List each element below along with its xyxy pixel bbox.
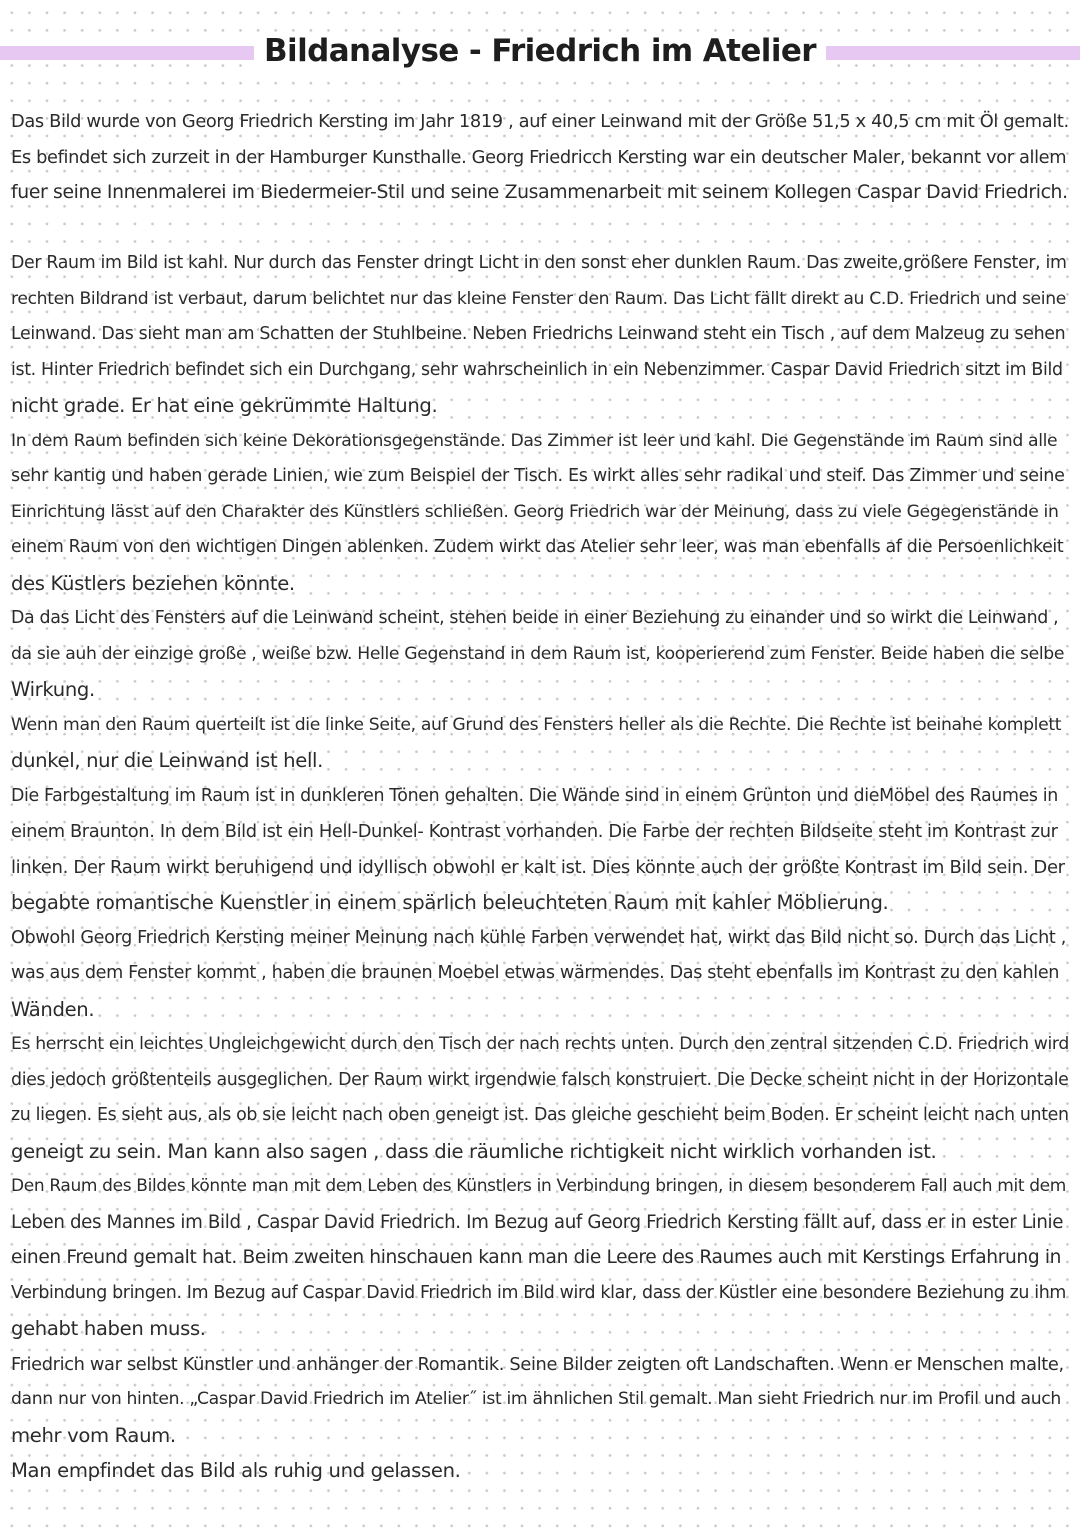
text-line: sehr kantig und haben gerade Linien, wie zum Beispiel der Tisch. Es wirkt alles sehr radikal und steif. Das Zimmer und seine (11, 466, 1065, 486)
text-line: In dem Raum befinden sich keine Dekorationsgegenstände. Das Zimmer ist leer und kahl. Die Gegenstände im Raum sind alle (11, 430, 1058, 451)
text-line: Friedrich war selbst Künstler und anhänger der Romantik. Seine Bilder zeigten oft Landschaften. Wenn er Menschen malte, (11, 1353, 1064, 1375)
paragraph-gap (11, 211, 1069, 247)
text-line: Den Raum des Bildes könnte man mit dem Leben des Künstlers in Verbindung bringen, in diesem besonderem Fall auch mit dem (11, 1176, 1066, 1196)
text-line: dunkel, nur die Leinwand ist hell. (11, 749, 324, 772)
text-line: Einrichtung lässt auf den Charakter des Künstlers schließen. Georg Friedrich war der Meinung, dass zu viele Gegegenstände in (11, 501, 1059, 522)
page-title-text: Bildanalyse - Friedrich im Atelier (254, 33, 826, 69)
text-line: Die Farbgestaltung im Raum ist in dunkleren Tönen gehalten. Die Wände sind in einem Grünton und dieMöbel des Raumes in (11, 785, 1058, 806)
text-line: nicht grade. Er hat eine gekrümmte Haltung. (11, 394, 438, 417)
text-line: dann nur von hinten. „Caspar David Friedrich im Atelier˝ ist im ähnlichen Stil gemalt. Man sieht Friedrich nur im Profil und auch (11, 1389, 1061, 1409)
text-line: einem Raum von den wichtigen Dingen ablenken. Zudem wirkt das Atelier sehr leer, was man ebenfalls af die Persoenlichkeit (11, 537, 1064, 557)
page-title (0, 30, 1080, 72)
document-body (11, 104, 1069, 1489)
text-line: geneigt zu sein. Man kann also sagen , dass die räumliche richtigkeit nicht wirklich vorhanden ist. (11, 1139, 937, 1163)
text-line: Es befindet sich zurzeit in der Hamburger Kunsthalle. Georg Friedricch Kersting war ein deutscher Maler, bekannt vor allem (11, 146, 1067, 168)
text-line: des Küstlers beziehen könnte. (11, 571, 295, 595)
text-line: Wenn man den Raum querteilt ist die linke Seite, auf Grund des Fensters heller als die Rechte. Die Rechte ist beinahe komplett (11, 714, 1062, 735)
text-line: Da das Licht des Fensters auf die Leinwand scheint, stehen beide in einer Beziehung zu einander und so wirkt die Leinwand , (11, 608, 1059, 628)
text-line: Leben des Mannes im Bild , Caspar David Friedrich. Im Bezug auf Georg Friedrich Kersting fällt auf, dass er in ester Linie (11, 1211, 1064, 1233)
text-line: Das Bild wurde von Georg Friedrich Kersting im Jahr 1819 , auf einer Leinwand mit der Größe 51,5 x 40,5 cm mit Öl gemalt. (11, 111, 1069, 132)
text-line: Leinwand. Das sieht man am Schatten der Stuhlbeine. Neben Friedrichs Leinwand steht ein Tisch , auf dem Malzeug zu sehen (11, 324, 1066, 344)
text-line: Wänden. (11, 997, 95, 1021)
text-line: begabte romantische Kuenstler in einem spärlich beleuchteten Raum mit kahler Möblierung. (11, 891, 889, 914)
text-line: fuer seine Innenmalerei im Biedermeier-Stil und seine Zusammenarbeit mit seinem Kollegen Caspar David Friedrich. (11, 182, 1068, 203)
text-line: gehabt haben muss. (11, 1317, 206, 1340)
text-line: ist. Hinter Friedrich befindet sich ein Durchgang, sehr wahrscheinlich in ein Nebenzimmer. Caspar David Friedrich sitzt im Bild (11, 359, 1063, 380)
text-line: einen Freund gemalt hat. Beim zweiten hinschauen kann man die Leere des Raumes auch mit Kerstings Erfahrung in (11, 1247, 1062, 1268)
text-line: was aus dem Fenster kommt , haben die braunen Moebel etwas wärmendes. Das steht ebenfalls im Kontrast zu den kahlen (11, 963, 1060, 983)
text-line: Es herrscht ein leichtes Ungleichgewicht durch den Tisch der nach rechts unten. Durch den zentral sitzenden C.D. Friedrich wird (11, 1034, 1069, 1054)
text-line: dies jedoch größtenteils ausgeglichen. Der Raum wirkt irgendwie falsch konstruiert. Die Decke scheint nicht in der Horizontale (11, 1069, 1069, 1090)
text-line: da sie auh der einzige große , weiße bzw. Helle Gegenstand in dem Raum ist, kooperierend zum Fenster. Beide haben die selbe (11, 643, 1065, 664)
text-line: Wirkung. (11, 678, 95, 701)
text-line: Man empfindet das Bild als ruhig und gelassen. (11, 1459, 461, 1482)
paragraph (11, 246, 1069, 1489)
page-header (0, 24, 1080, 78)
paragraph (11, 104, 1069, 211)
text-line: zu liegen. Es sieht aus, als ob sie leicht nach oben geneigt ist. Das gleiche geschieht beim Boden. Er scheint leicht nach unten (11, 1105, 1069, 1125)
text-line: Der Raum im Bild ist kahl. Nur durch das Fenster dringt Licht in den sonst eher dunklen Raum. Das zweite,größere Fenster, im (11, 253, 1067, 273)
text-line: mehr vom Raum. (11, 1423, 176, 1447)
text-line: linken. Der Raum wirkt beruhigend und idyllisch obwohl er kalt ist. Dies könnte auch der größte Kontrast im Bild sein. Der (11, 856, 1065, 878)
text-line: einem Braunton. In dem Bild ist ein Hell-Dunkel- Kontrast vorhanden. Die Farbe der rechten Bildseite steht im Kontrast zur (11, 821, 1058, 842)
text-line: Obwohl Georg Friedrich Kersting meiner Meinung nach kühle Farben verwendet hat, wirkt das Bild nicht so. Durch das Licht , (11, 927, 1066, 948)
text-line: Verbindung bringen. Im Bezug auf Caspar David Friedrich im Bild wird klar, dass der Küstler eine besondere Beziehung zu ihm (11, 1282, 1067, 1303)
text-line: rechten Bildrand ist verbaut, darum belichtet nur das kleine Fenster den Raum. Das Licht fällt direkt au C.D. Friedrich und seine (11, 288, 1066, 309)
